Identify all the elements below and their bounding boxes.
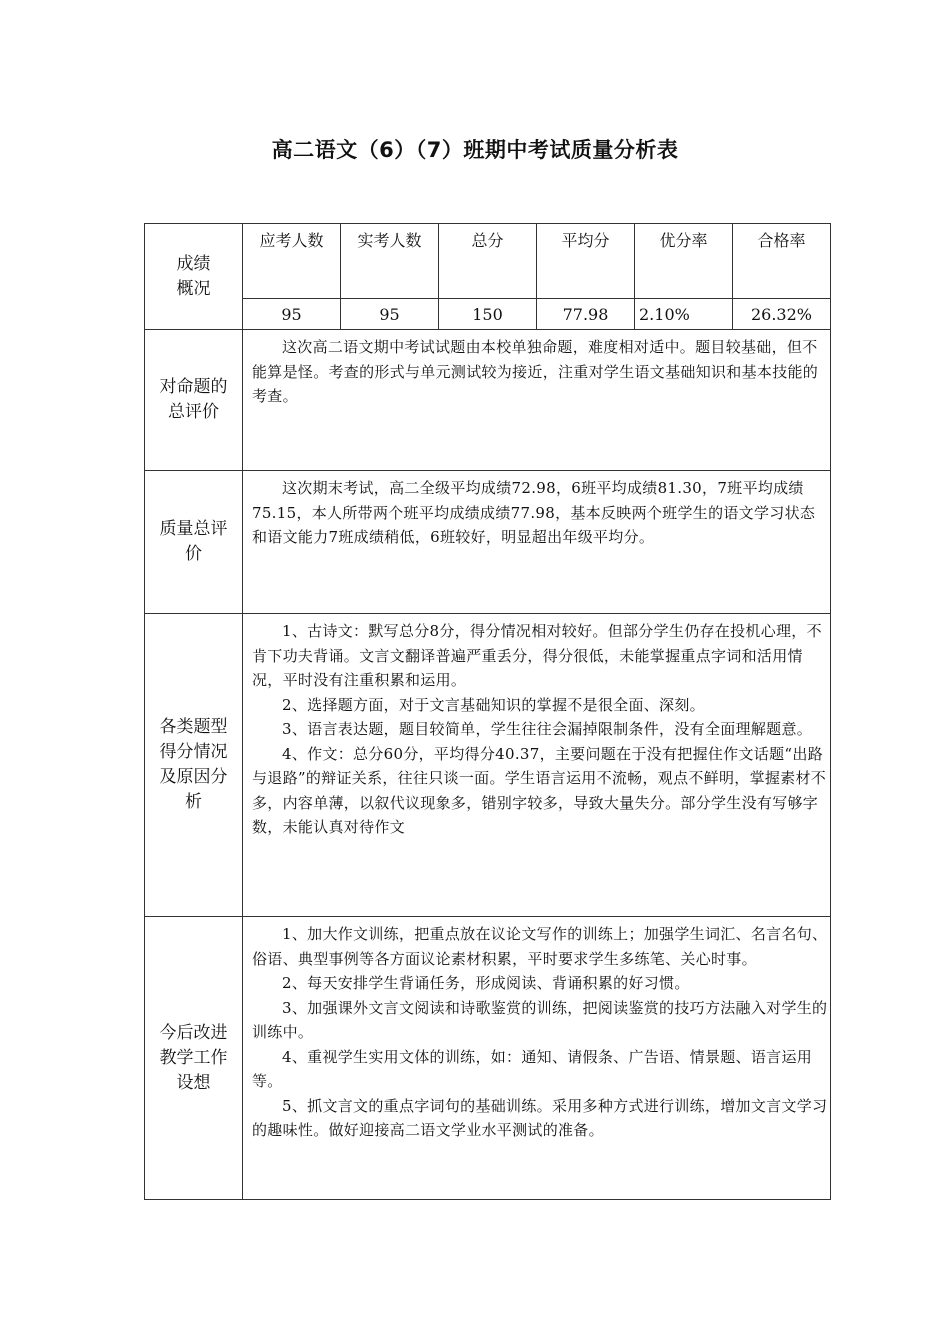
question-eval-label-text: 对命题的总评价 [159, 377, 228, 422]
header-pass-rate: 合格率 [733, 224, 831, 299]
value-total-score: 150 [439, 299, 537, 330]
improvement-paragraph-4: 4、重视学生实用文体的训练，如：通知、请假条、广告语、情景题、语言运用等。 [252, 1047, 813, 1090]
improvement-content [243, 917, 831, 1200]
score-analysis-label-text: 各类题型得分情况及原因分析 [159, 717, 228, 812]
quality-eval-row [145, 471, 831, 614]
score-analysis-paragraph-3: 3、语言表达题，题目较简单，学生往往会漏掉限制条件，没有全面理解题意。 [282, 720, 813, 738]
header-actual-count: 实考人数 [341, 224, 439, 299]
score-analysis-content [243, 614, 831, 917]
score-analysis-paragraph-2: 2、选择题方面，对于文言基础知识的掌握不是很全面、深刻。 [282, 695, 705, 714]
score-summary-value-row [145, 299, 831, 330]
question-eval-content [243, 330, 831, 471]
analysis-table [144, 223, 831, 1200]
improvement-label-text: 今后改进教学工作设想 [159, 1022, 228, 1093]
value-pass-rate: 26.32% [733, 299, 831, 330]
improvement-paragraph-3: 3、加强课外文言文阅读和诗歌鉴赏的训练，把阅读鉴赏的技巧方法融入对学生的训练中。 [252, 998, 828, 1041]
question-eval-text: 这次高二语文期中考试试题由本校单独命题，难度相对适中。题目较基础，但不能算是怪。考查的形式与单元测试较为接近，注重对学生语文基础知识和基本技能的考查。 [252, 338, 819, 405]
question-eval-label [145, 330, 243, 471]
score-analysis-paragraph-1: 1、古诗文：默写总分8分，得分情况相对较好。但部分学生仍存在投机心理，不肯下功夫背诵。文言文翻译普遍严重丢分，得分很低，未能掌握重点字词和活用情况，平时没有注重积累和运用。 [252, 622, 822, 689]
quality-eval-text: 这次期末考试，高二全级平均成绩72.98，6班平均成绩81.30，7班平均成绩75.15，本人所带两个班平均成绩成绩77.98，基本反映两个班学生的语文学习状态和语文能力7班成绩稍低，6班较好，明显超出年级平均分。 [252, 479, 816, 546]
score-summary-header-row [145, 224, 831, 299]
score-summary-label [145, 224, 243, 330]
value-excellent-rate: 2.10% [635, 299, 733, 330]
improvement-paragraph-1: 1、加大作文训练，把重点放在议论文写作的训练上；加强学生词汇、名言名句、俗语、典型事例等各方面议论素材积累，平时要求学生多练笔、关心时事。 [252, 925, 828, 968]
quality-eval-label [145, 471, 243, 614]
score-analysis-row [145, 614, 831, 917]
question-eval-row [145, 330, 831, 471]
quality-eval-label-text: 质量总评价 [159, 519, 228, 564]
header-total-score: 总分 [439, 224, 537, 299]
improvement-label [145, 917, 243, 1200]
score-summary-label-line1: 成绩 [176, 253, 211, 274]
improvement-row [145, 917, 831, 1200]
header-average-score: 平均分 [537, 224, 635, 299]
score-analysis-label [145, 614, 243, 917]
score-analysis-paragraph-4: 4、作文：总分60分，平均得分40.37，主要问题在于没有把握住作文话题“出路与退路”的辩证关系，往往只谈一面。学生语言运用不流畅，观点不鲜明，掌握素材不多，内容单薄，以叙代议现象多，错别字较多，导致大量失分。部分学生没有写够字数，未能认真对待作文 [252, 744, 827, 836]
value-actual-count: 95 [341, 299, 439, 330]
page-title: 高二语文（6）（7）班期中考试质量分析表 [271, 138, 679, 162]
header-expected-count: 应考人数 [243, 224, 341, 299]
improvement-paragraph-2: 2、每天安排学生背诵任务，形成阅读、背诵积累的好习惯。 [282, 974, 690, 992]
improvement-paragraph-5: 5、抓文言文的重点字词句的基础训练。采用多种方式进行训练，增加文言文学习的趣味性。做好迎接高二语文学业水平测试的准备。 [252, 1096, 828, 1139]
quality-eval-content [243, 471, 831, 614]
value-average-score: 77.98 [537, 299, 635, 330]
value-expected-count: 95 [243, 299, 341, 330]
header-excellent-rate: 优分率 [635, 224, 733, 299]
score-summary-label-line2: 概况 [176, 278, 211, 299]
